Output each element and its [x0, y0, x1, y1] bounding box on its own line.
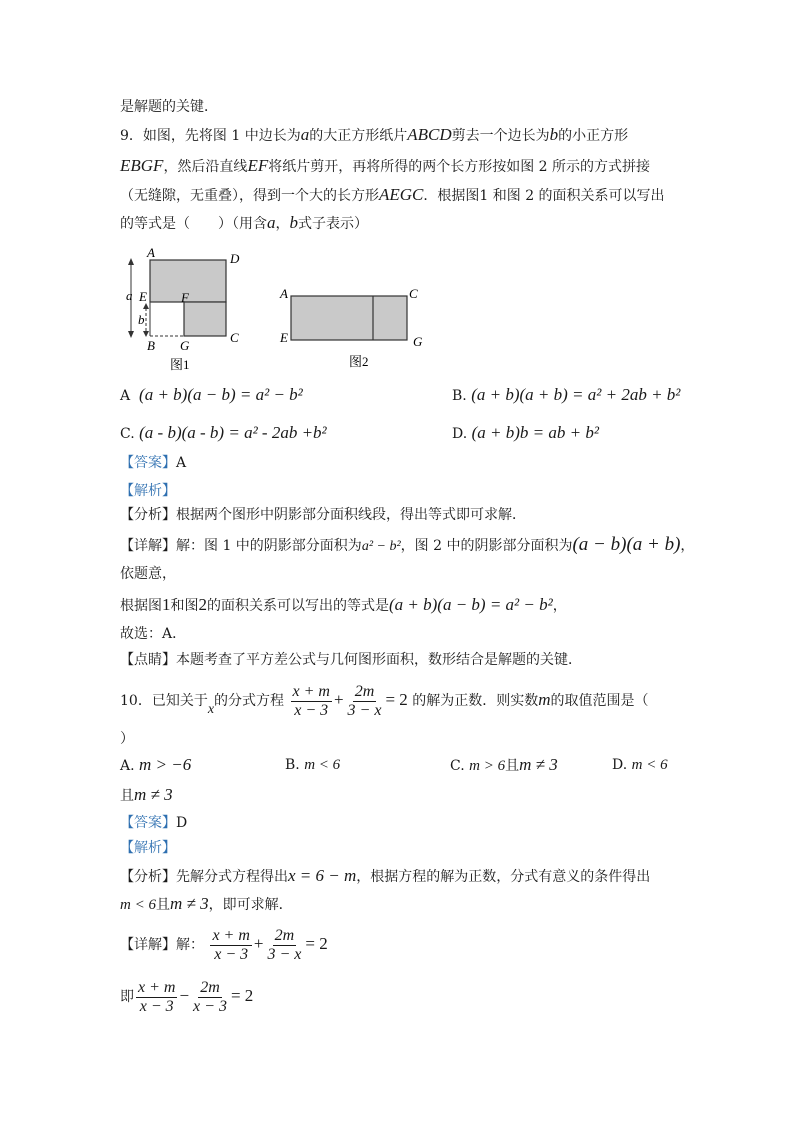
option-expr: (a + b)(a − b) = a² − b²	[139, 385, 303, 404]
fenxi-tag: 【分析】	[120, 869, 176, 885]
q10-text: 的分式方程	[214, 693, 285, 709]
q9-xiangjie-4: 故选：A．	[120, 626, 187, 642]
fig1-caption: 图1	[170, 357, 190, 372]
figure-2	[276, 284, 426, 374]
option-label: D.	[612, 757, 628, 773]
expr: m ≠ 3	[169, 894, 209, 913]
fraction	[266, 927, 304, 964]
fenxi-text: 根据两个图形中阴影部分面积线段，得出等式即可求解．	[176, 507, 526, 523]
fig1-label-D: D	[230, 251, 240, 266]
answer-value: A	[176, 455, 187, 471]
fig2-label-C: C	[409, 286, 418, 301]
dianjing-tag: 【点睛】	[120, 652, 176, 668]
fraction	[291, 683, 332, 720]
answer-value: D	[176, 815, 188, 831]
expr: 1	[162, 595, 171, 614]
dianjing-text: 本题考查了平方差公式与几何图形面积，数形结合是解题的关键．	[176, 652, 582, 668]
answer-tag: 【答案】	[120, 815, 176, 831]
q10-option-b	[285, 755, 340, 775]
fig1-label-E: E	[139, 289, 147, 304]
option-expr: m > 6	[469, 758, 506, 774]
fenxi-text: ，根据方程的解为正数，分式有意义的条件得出	[356, 869, 651, 885]
numerator: 2m	[200, 978, 220, 996]
xiangjie-text: 解：	[176, 937, 204, 953]
xiangjie-text: 的面积关系可以写出的等式是	[207, 598, 389, 614]
var-b: b	[549, 125, 559, 144]
var-a: a	[267, 213, 276, 232]
option-text: 且	[505, 758, 520, 774]
var-a: a	[300, 125, 310, 144]
operator: −	[179, 986, 190, 1005]
q10-answer	[120, 813, 187, 833]
denominator: 3 − x	[267, 945, 302, 963]
xiangjie-tag: 【详解】	[120, 937, 176, 953]
q10-option-a	[120, 755, 191, 776]
q10-option-d-cont	[120, 785, 173, 806]
xiangjie-text: ，	[680, 538, 695, 554]
q10-text: 10．已知关于	[120, 693, 208, 709]
continuation-line: 是解题的关键．	[120, 99, 218, 115]
numerator: x + m	[138, 978, 176, 996]
xiangjie-text: 即	[120, 989, 134, 1005]
xiangjie-text: ，图 2 中的阴影部分面积为	[400, 538, 573, 554]
operator: = 2	[385, 690, 408, 709]
expr: 2	[198, 595, 207, 614]
fig1-label-a: a	[126, 288, 133, 303]
q9-dianjing	[120, 650, 582, 670]
q10-fenxi-1	[120, 866, 650, 887]
q10-line-2: ）	[120, 731, 134, 747]
fraction	[136, 979, 177, 1016]
label-ebgf: EBGF	[120, 156, 164, 175]
expr: m < 6	[120, 897, 156, 913]
denominator: x − 3	[139, 997, 174, 1015]
option-expr: (a + b)b = ab + b²	[471, 423, 599, 442]
q9-option-d	[452, 423, 599, 444]
arrowhead	[128, 331, 134, 338]
q9-text: 剪去一个边长为	[451, 128, 550, 144]
operator: = 2	[230, 986, 254, 1005]
operator: +	[253, 934, 264, 953]
q9-option-a	[120, 385, 303, 406]
q9-text: 的大正方形纸片	[309, 128, 408, 144]
fenxi-text: ，即可求解．	[208, 897, 293, 913]
fig2-rect	[291, 296, 407, 340]
label-abcd: ABCD	[407, 125, 452, 144]
fig1-label-B: B	[147, 338, 155, 353]
expr: (a + b)(a − b) = a² − b²	[389, 595, 553, 614]
option-text: 且	[120, 788, 134, 804]
option-label: B.	[452, 388, 467, 404]
fraction	[191, 979, 229, 1016]
label-aegc: AEGC	[379, 185, 424, 204]
fenxi-text: 先解分式方程得出	[176, 869, 288, 885]
fig2-label-A: A	[280, 286, 288, 301]
fig1-label-F: F	[181, 290, 189, 305]
arrowhead	[143, 331, 149, 337]
q9-analysis-tag	[120, 481, 176, 501]
analysis-tag: 【解析】	[120, 483, 176, 499]
q9-text: （无缝隙，无重叠），得到一个大的长方形	[120, 188, 379, 204]
option-label: A	[120, 388, 131, 404]
q9-line-4	[120, 213, 368, 234]
var-m: m	[538, 690, 551, 709]
option-expr: m ≠ 3	[519, 755, 558, 774]
q10-text: 的取值范围是（	[550, 693, 649, 709]
option-expr: (a + b)(a + b) = a² + 2ab + b²	[471, 385, 681, 404]
xiangjie-tag: 【详解】	[120, 538, 176, 554]
option-expr: (a - b)(a - b) = a² - 2ab +b²	[139, 423, 327, 442]
arrowhead	[128, 258, 134, 265]
fenxi-tag: 【分析】	[120, 507, 176, 523]
fig2-label-G: G	[413, 334, 423, 349]
denominator: x − 3	[193, 997, 227, 1015]
fig1-label-b: b	[138, 312, 145, 327]
xiangjie-text: 和图	[170, 598, 199, 614]
q9-line-1	[120, 125, 628, 146]
numerator: x + m	[212, 926, 250, 944]
option-label: A.	[120, 758, 135, 774]
q9-text: 将纸片剪开，再将所得的两个长方形按如图 2 所示的方式拼接	[268, 159, 651, 175]
xiangjie-text: ，	[552, 598, 567, 614]
fig1-label-G: G	[180, 338, 190, 353]
var-b: b	[289, 213, 298, 232]
q10-fenxi-2	[120, 894, 293, 915]
expr: (a − b)(a + b)	[572, 534, 681, 555]
fraction	[346, 683, 384, 720]
answer-tag: 【答案】	[120, 455, 176, 471]
numerator: 2m	[354, 682, 375, 700]
q9-text: ．根据图1 和图 2 的面积关系可以写出	[423, 188, 665, 204]
var-x: x	[207, 702, 215, 717]
q9-text: 的等式是（ ）（用含	[120, 216, 267, 232]
expr: x = 6 − m	[288, 866, 357, 885]
denominator: x − 3	[294, 701, 329, 719]
q9-answer	[120, 453, 186, 473]
fig1-label-C: C	[230, 330, 239, 345]
q9-text: 9．如图，先将图 1 中边长为	[120, 128, 301, 144]
xiangjie-text: 解：图 1 中的阴影部分面积为	[176, 538, 362, 554]
q10-text: 的解为正数．则实数	[412, 693, 539, 709]
label-ef: EF	[247, 156, 269, 175]
option-expr: m ≠ 3	[134, 785, 173, 804]
option-expr: m > −6	[139, 755, 192, 774]
option-label: B.	[285, 757, 300, 773]
option-expr: m < 6	[631, 757, 668, 773]
operator: = 2	[305, 934, 328, 953]
q9-option-b	[452, 385, 680, 406]
q9-text: ，然后沿直线	[163, 159, 248, 175]
q9-line-3	[120, 185, 665, 206]
q9-text: 式子表示）	[298, 216, 368, 232]
q9-xiangjie-3	[120, 595, 567, 616]
xiangjie-text: 根据图	[120, 598, 162, 614]
q9-xiangjie-2: 依题意，	[120, 566, 176, 582]
q10-option-c	[450, 755, 558, 776]
numerator: 2m	[274, 926, 295, 944]
expr: a² − b²	[361, 539, 401, 554]
q9-fenxi	[120, 505, 526, 525]
q10-line-1	[120, 680, 649, 722]
option-label: D.	[452, 426, 468, 442]
option-expr: m < 6	[304, 757, 341, 773]
q9-option-c	[120, 423, 327, 444]
fraction	[210, 927, 251, 964]
analysis-tag: 【解析】	[120, 840, 176, 856]
fig1-bottom-rect	[184, 302, 226, 336]
denominator: x − 3	[214, 945, 249, 963]
q10-option-d	[612, 755, 668, 775]
operator: +	[333, 690, 344, 709]
q9-text: ，	[275, 216, 290, 232]
q9-xiangjie-1	[120, 535, 694, 557]
numerator: x + m	[292, 682, 330, 700]
option-label: C.	[120, 426, 135, 442]
fig2-label-E: E	[280, 330, 288, 345]
q10-ji	[120, 976, 253, 1017]
q9-text: 的小正方形	[558, 128, 629, 144]
q10-analysis-tag	[120, 838, 176, 858]
figure-1	[118, 244, 258, 374]
q10-xiangjie	[120, 924, 328, 965]
option-label: C.	[450, 758, 465, 774]
fig2-caption: 图2	[349, 354, 369, 369]
fig1-label-A: A	[147, 245, 155, 260]
denominator: 3 − x	[347, 701, 382, 719]
fenxi-text: 且	[155, 897, 170, 913]
q9-line-2	[120, 156, 650, 177]
